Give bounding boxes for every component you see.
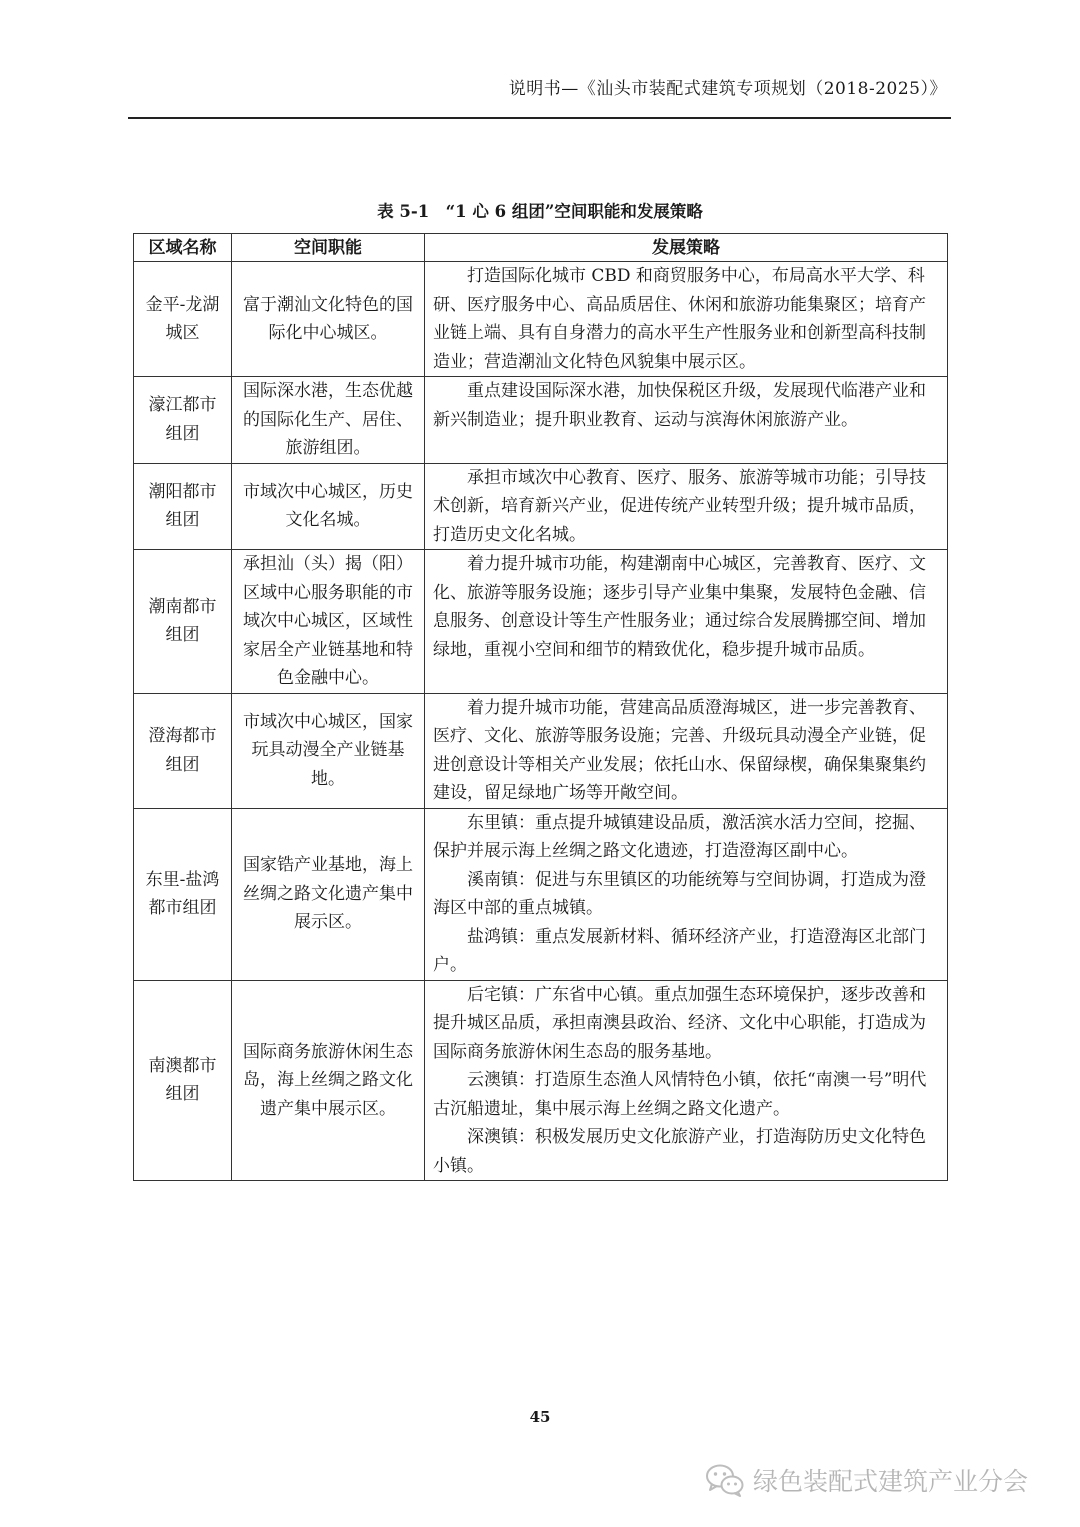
strategy-paragraph: 云澳镇：打造原生态渔人风情特色小镇，依托“南澳一号”明代古沉船遗址，集中展示海上丝绸之路文化遗产。 [433, 1070, 927, 1119]
region-name-cell: 东里-盐鸿都市组团 [134, 808, 232, 980]
strategy-cell [425, 463, 948, 550]
region-name-cell: 濠江都市组团 [134, 377, 232, 464]
wechat-icon [705, 1463, 745, 1497]
header-title: 说明书—《汕头市装配式建筑专项规划（2018-2025）》 [508, 79, 947, 99]
region-name-cell: 金平-龙湖城区 [134, 262, 232, 377]
region-name-cell: 南澳都市组团 [134, 980, 232, 1181]
table-row [134, 262, 948, 377]
strategy-paragraph: 着力提升城市功能，营建高品质澄海城区，进一步完善教育、医疗、文化、旅游等服务设施；完善、升级玩具动漫全产业链，促进创意设计等相关产业发展；依托山水、保留绿楔，确保集聚集约建设，留足绿地广场等开敞空间。 [433, 697, 926, 803]
strategy-cell [425, 693, 948, 808]
strategy-paragraph: 盐鸿镇：重点发展新材料、循环经济产业，打造澄海区北部门户。 [433, 926, 926, 975]
table-row [134, 980, 948, 1181]
strategy-paragraph: 着力提升城市功能，构建潮南中心城区，完善教育、医疗、文化、旅游等服务设施；逐步引导产业集中集聚，发展特色金融、信息服务、创意设计等生产性服务业；通过综合发展腾挪空间、增加绿地，重视小空间和细节的精致优化，稳步提升城市品质。 [433, 554, 926, 660]
strategy-cell [425, 262, 948, 377]
table-body [134, 262, 948, 1181]
column-header-strategy: 发展策略 [425, 234, 948, 262]
spatial-function-cell: 承担汕（头）揭（阳）区域中心服务职能的市域次中心城区，区域性家居全产业链基地和特色金融中心。 [232, 550, 425, 694]
strategy-table [133, 233, 948, 1181]
table-row [134, 377, 948, 464]
strategy-paragraph: 溪南镇：促进与东里镇区的功能统筹与空间协调，打造成为澄海区中部的重点城镇。 [433, 869, 926, 918]
page-number: 45 [529, 1408, 551, 1426]
strategy-cell [425, 377, 948, 464]
strategy-cell [425, 550, 948, 694]
table-row [134, 808, 948, 980]
table-header-row [134, 234, 948, 262]
column-header-region: 区域名称 [134, 234, 232, 262]
table-row [134, 693, 948, 808]
spatial-function-cell: 市域次中心城区，国家玩具动漫全产业链基地。 [232, 693, 425, 808]
strategy-paragraph: 后宅镇：广东省中心镇。重点加强生态环境保护，逐步改善和提升城区品质，承担南澳县政治、经济、文化中心职能，打造成为国际商务旅游休闲生态岛的服务基地。 [433, 984, 926, 1062]
table-row [134, 550, 948, 694]
strategy-cell [425, 808, 948, 980]
spatial-function-cell: 富于潮汕文化特色的国际化中心城区。 [232, 262, 425, 377]
region-name-cell: 澄海都市组团 [134, 693, 232, 808]
table-row [134, 463, 948, 550]
watermark [705, 1462, 1028, 1498]
table-caption: 表 5-1 “1 心 6 组团”空间职能和发展策略 [377, 202, 703, 221]
region-name-cell: 潮南都市组团 [134, 550, 232, 694]
spatial-function-cell: 国家锆产业基地，海上丝绸之路文化遗产集中展示区。 [232, 808, 425, 980]
header-rule [128, 117, 951, 119]
region-name-cell: 潮阳都市组团 [134, 463, 232, 550]
strategy-cell [425, 980, 948, 1181]
spatial-function-cell: 市域次中心城区，历史文化名城。 [232, 463, 425, 550]
strategy-paragraph: 打造国际化城市 CBD 和商贸服务中心，布局高水平大学、科研、医疗服务中心、高品质居住、休闲和旅游功能集聚区；培育产业链上端、具有自身潜力的高水平生产性服务业和创新型高科技制造业；营造潮汕文化特色风貌集中展示区。 [433, 266, 926, 372]
strategy-paragraph: 东里镇：重点提升城镇建设品质，激活滨水活力空间，挖掘、保护并展示海上丝绸之路文化遗迹，打造澄海区副中心。 [433, 812, 926, 861]
strategy-paragraph: 重点建设国际深水港，加快保税区升级，发展现代临港产业和新兴制造业；提升职业教育、运动与滨海休闲旅游产业。 [433, 381, 926, 430]
strategy-paragraph: 承担市域次中心教育、医疗、服务、旅游等城市功能；引导技术创新，培育新兴产业，促进传统产业转型升级；提升城市品质，打造历史文化名城。 [433, 467, 926, 545]
strategy-paragraph: 深澳镇：积极发展历史文化旅游产业，打造海防历史文化特色小镇。 [433, 1127, 926, 1176]
spatial-function-cell: 国际商务旅游休闲生态岛，海上丝绸之路文化遗产集中展示区。 [232, 980, 425, 1181]
watermark-text: 绿色装配式建筑产业分会 [753, 1467, 1029, 1496]
column-header-function: 空间职能 [232, 234, 425, 262]
spatial-function-cell: 国际深水港，生态优越的国际化生产、居住、旅游组团。 [232, 377, 425, 464]
